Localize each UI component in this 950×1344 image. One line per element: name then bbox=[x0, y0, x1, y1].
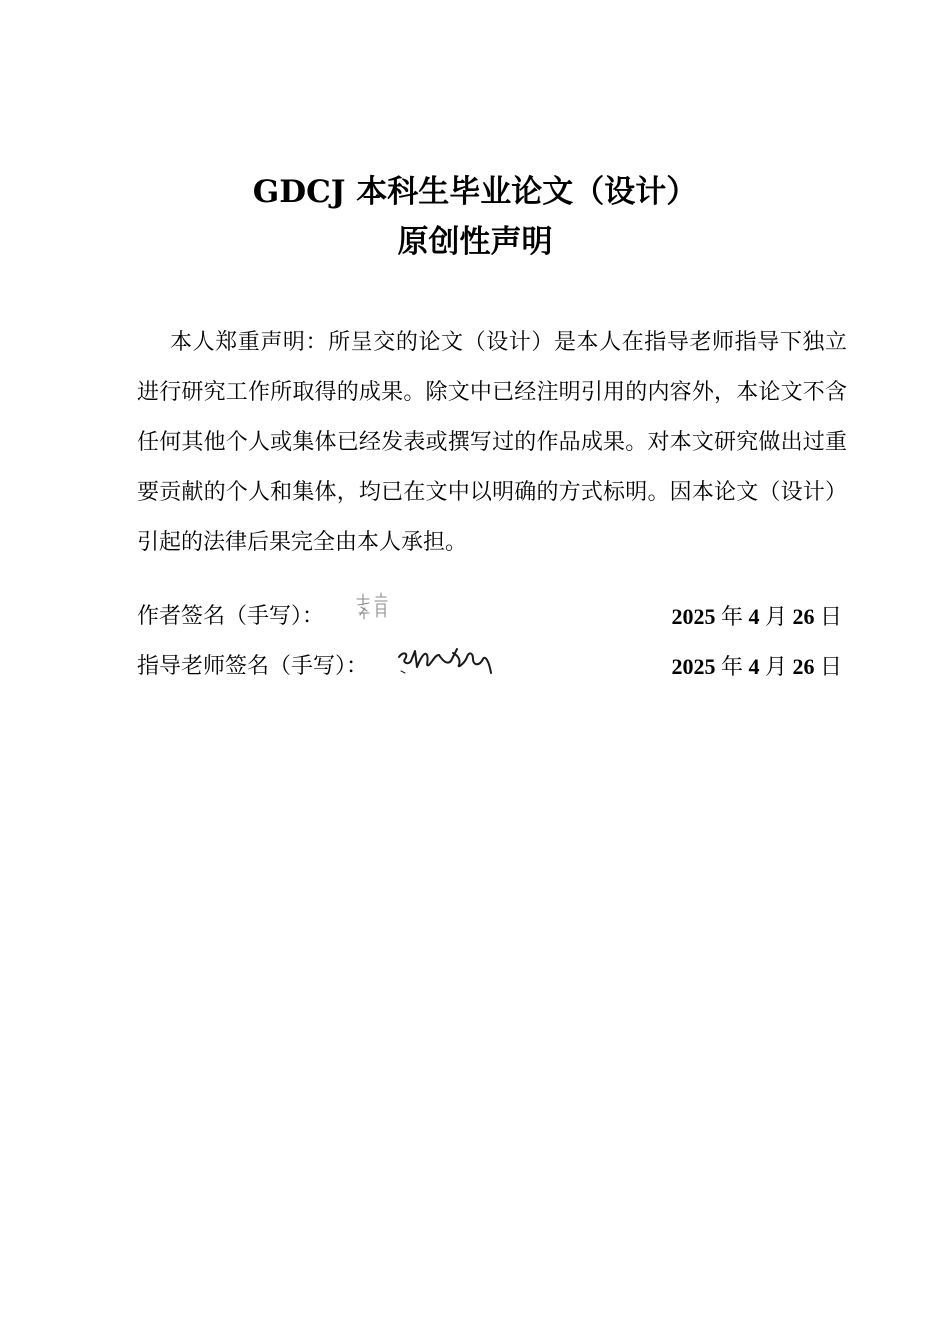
document-title: GDCJ 本科生毕业论文（设计） bbox=[252, 174, 698, 210]
declaration-paragraph: 本人郑重声明：所呈交的论文（设计）是本人在指导老师指导下独立进行研究工作所取得的成果。除文中已经注明引用的内容外，本论文不含任何其他个人或集体已经发表或撰写过的作品成果。对本文研究做出过重要贡献的个人和集体，均已在文中以明确的方式标明。因本论文（设计）引起的法律后果完全由本人承担。 bbox=[137, 330, 847, 555]
author-signature-row bbox=[137, 597, 842, 637]
advisor-signature-label: 指导老师签名（手写）： bbox=[137, 654, 369, 679]
advisor-signature-date: 2025 年 4 月 26 日 bbox=[671, 654, 842, 680]
author-signature-image bbox=[353, 591, 393, 623]
advisor-signature-image bbox=[395, 643, 495, 681]
document-subtitle: 原创性声明 bbox=[397, 224, 553, 260]
author-signature-label: 作者签名（手写）： bbox=[137, 604, 325, 629]
advisor-signature-row bbox=[137, 647, 842, 687]
author-signature-date: 2025 年 4 月 26 日 bbox=[671, 604, 842, 630]
